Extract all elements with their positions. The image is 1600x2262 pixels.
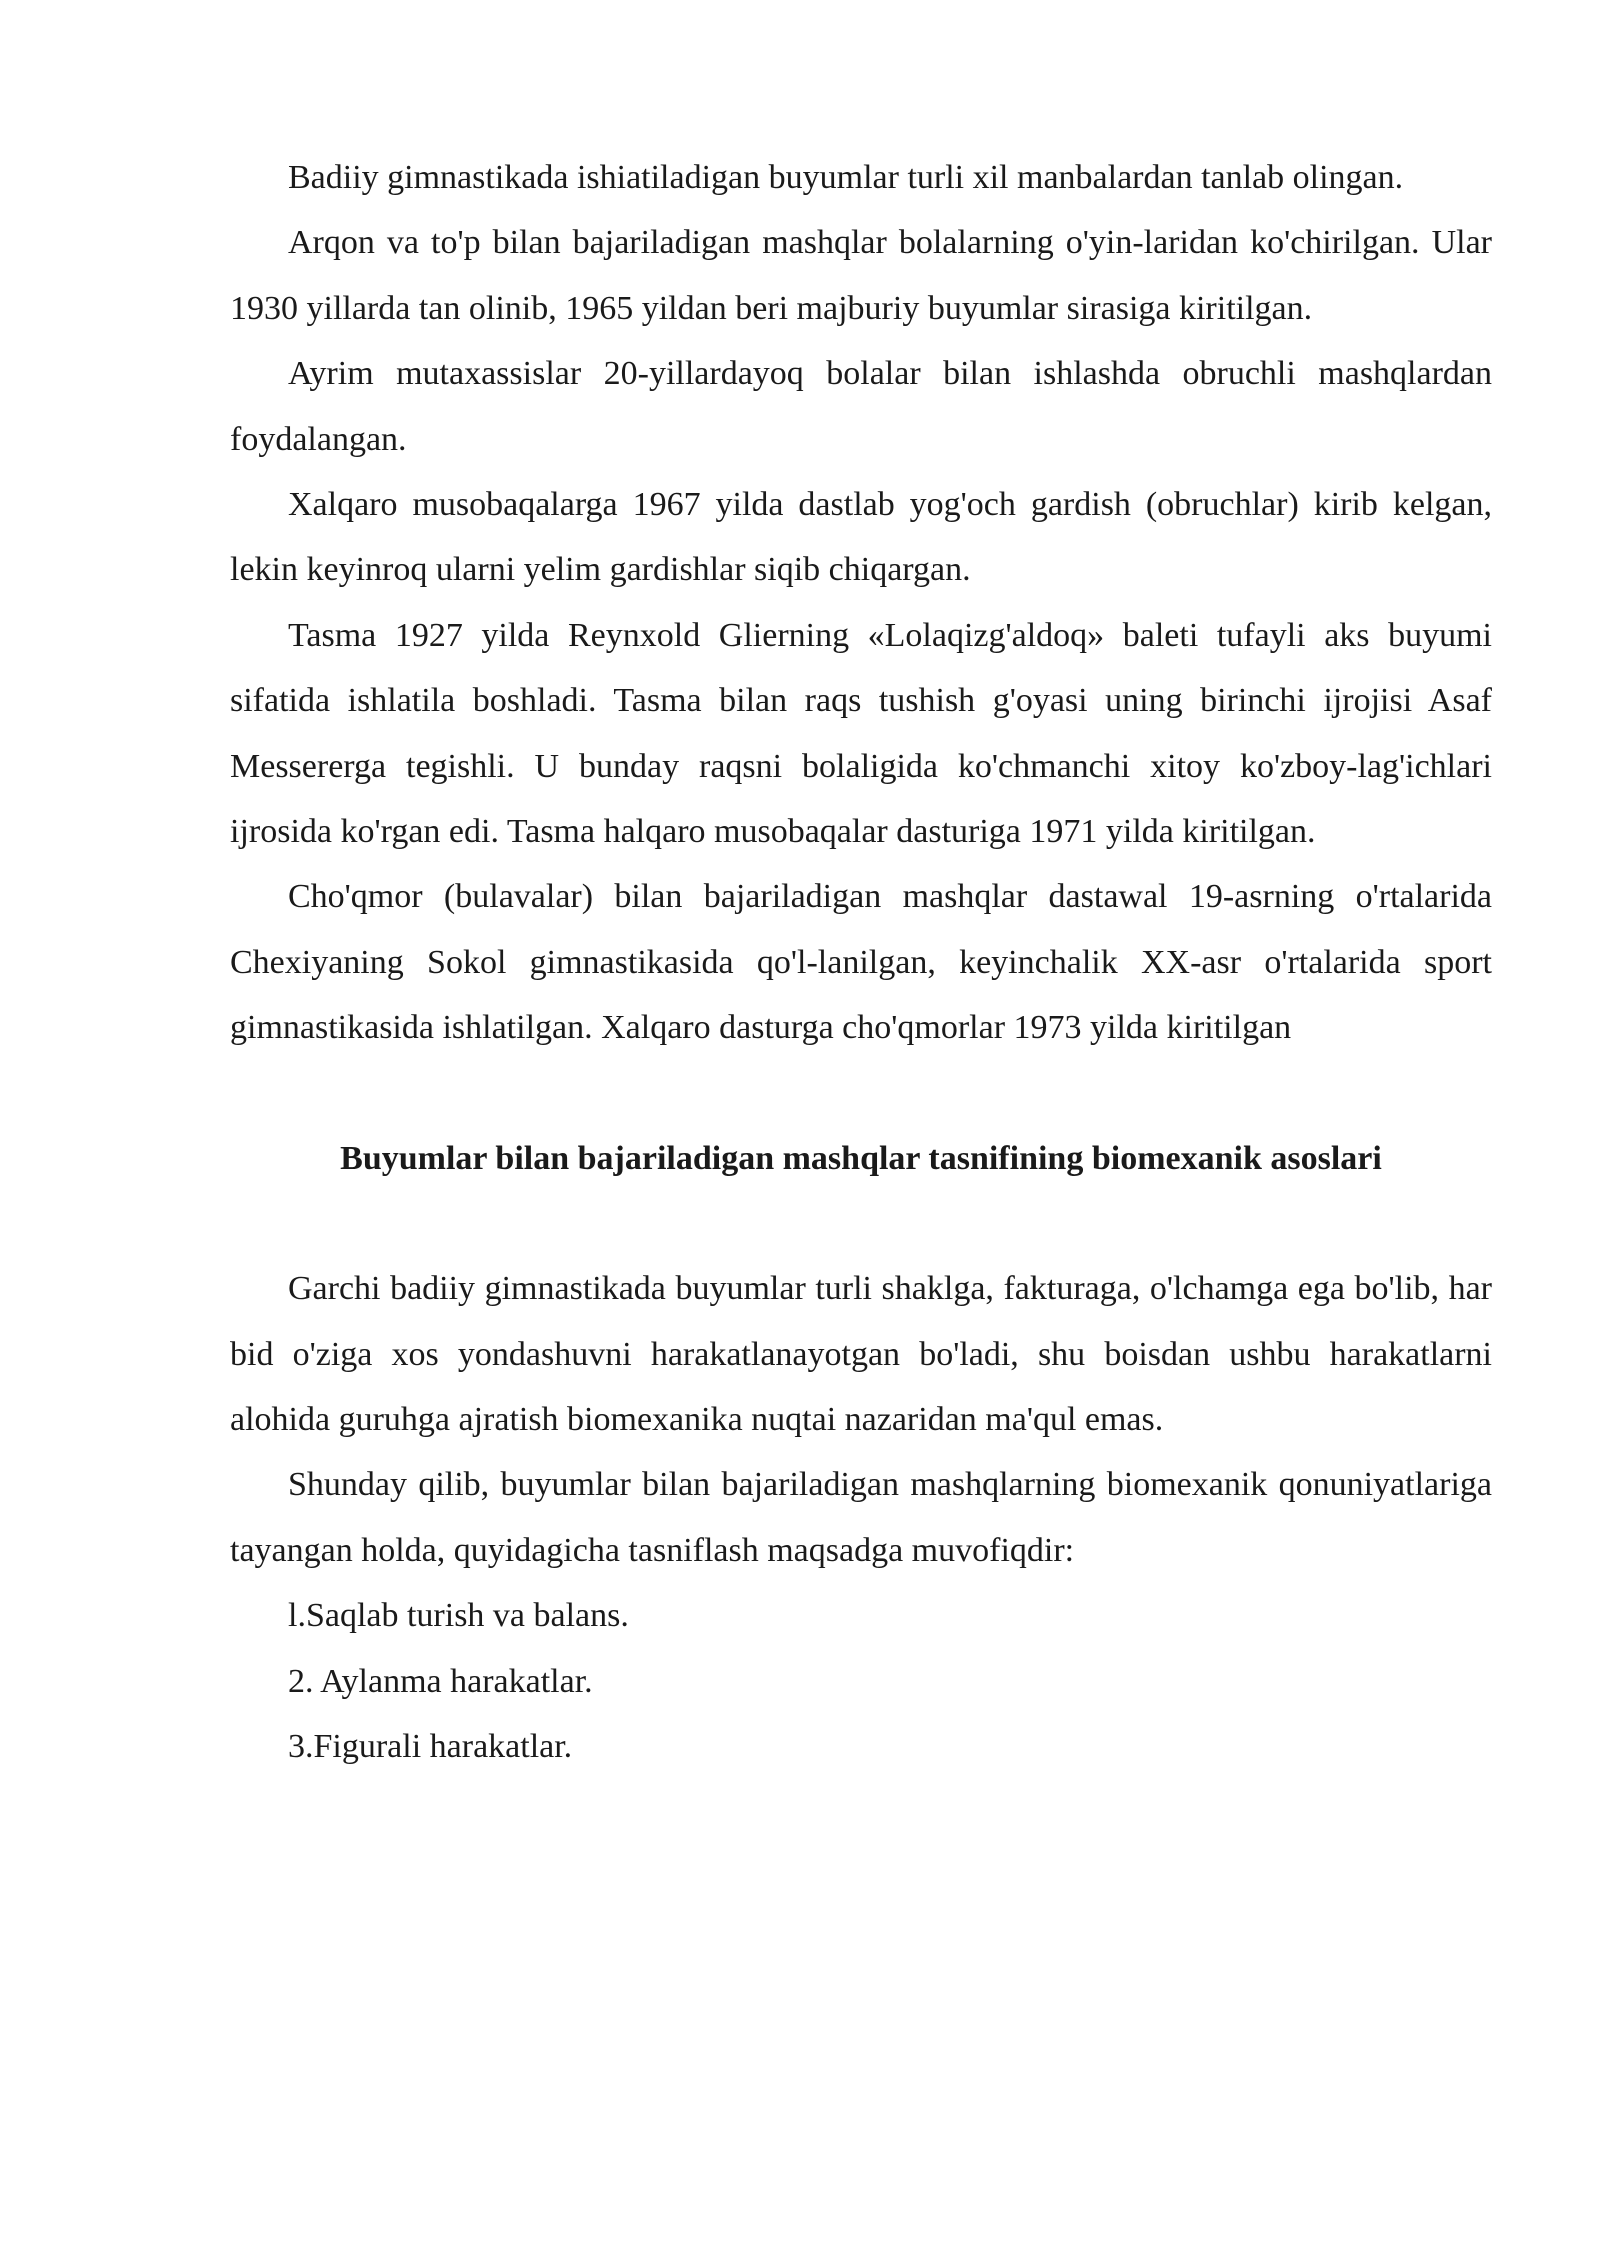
paragraph-classification-reason: Garchi badiiy gimnastikada buyumlar turli shaklga, fakturaga, o'lchamga ega bo'lib, har bid o'ziga xos yondashuvni harakatlanayotgan bo'ladi, shu boisdan ushbu harakatlarni alohida guruhga ajratish biomexanika nuqtai nazaridan ma'qul emas. [230, 1270, 1492, 1438]
paragraph-apparatus-sources: Badiiy gimnastikada ishiatiladigan buyumlar turli xil manbalardan tanlab olingan. [288, 159, 1404, 196]
list-item-balance: l.Saqlab turish va balans. [288, 1597, 629, 1635]
paragraph-clubs: Cho'qmor (bulavalar) bilan bajariladigan mashqlar dastawal 19-asrning o'rtalarida Chexiyaning Sokol gimnastikasida qo'l-lanilgan, keyinchalik XX-asr o'rtalarida sport gimnastikasida ishlatilgan. Xalqaro dasturga cho'qmorlar 1973 yilda kiritilgan [230, 878, 1492, 1047]
paragraph-hoop-competition: Xalqaro musobaqalarga 1967 yilda dastlab yog'och gardish (obruchlar) kirib kelgan, lekin keyinroq ularni yelim gardishlar siqib chiqargan. [230, 486, 1492, 589]
list-item-rotation: 2. Aylanma harakatlar. [288, 1662, 593, 1700]
paragraph-classification-intro: Shunday qilib, buyumlar bilan bajariladigan mashqlarning biomexanik qonuniyatlariga tayangan holda, quyidagicha tasniflash maqsadga muvofiqdir: [230, 1466, 1492, 1569]
paragraph-hoop-early: Ayrim mutaxassislar 20-yillardayoq bolalar bilan ishlashda obruchli mashqlardan foydalangan. [230, 355, 1492, 458]
list-item-figures: 3.Figurali harakatlar. [288, 1727, 573, 1765]
paragraph-ribbon: Tasma 1927 yilda Reynxold Glierning «Lolaqizg'aldoq» baleti tufayli aks buyumi sifatida ishlatila boshladi. Tasma bilan raqs tushish g'oyasi uning birinchi ijrojisi Asaf Messererga tegishli. U bunday raqsni bolaligida ko'chmanchi xitoy ko'zboy-lag'ichlari ijrosida ko'rgan edi. Tasma halqaro musobaqalar dasturiga 1971 yilda kiritilgan. [230, 616, 1492, 851]
section-heading: Buyumlar bilan bajariladigan mashqlar tasnifining biomexanik asoslari [340, 1139, 1382, 1177]
paragraph-rope-ball: Arqon va to'p bilan bajariladigan mashqlar bolalarning o'yin-laridan ko'chirilgan. Ular 1930 yillarda tan olinib, 1965 yildan beri majburiy buyumlar sirasiga kiritilgan. [230, 224, 1492, 327]
document-body [230, 145, 1492, 1779]
